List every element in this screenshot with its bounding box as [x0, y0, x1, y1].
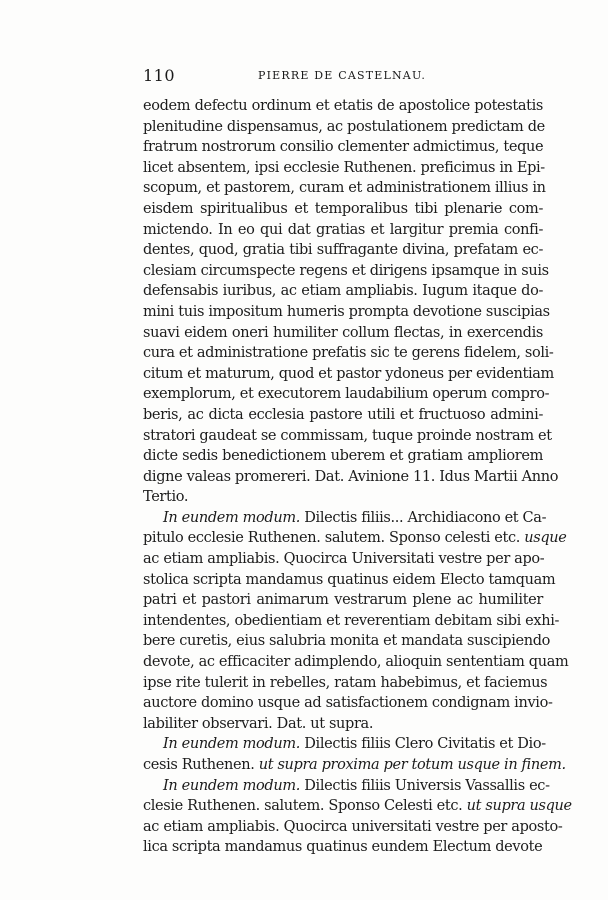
text-line: [143, 693, 553, 714]
text-line: [143, 137, 543, 158]
text-line: [143, 673, 548, 694]
text-line: [143, 302, 550, 323]
text-segment: dicte sedis benedictionem uberem et gratiam ampliorem: [143, 448, 543, 465]
text-segment: ipse rite tulerit in rebelles, ratam habebimus, et faciemus: [143, 674, 548, 691]
text-line: [143, 590, 543, 611]
text-line: [143, 405, 543, 426]
text-line: [143, 714, 543, 735]
text-line: [143, 817, 563, 838]
text-segment: patri et pastori animarum vestrarum plene ac humiliter: [143, 592, 543, 609]
text-line: [143, 220, 543, 241]
text-segment: citum et maturum, quod et pastor ydoneus per evidentiam: [143, 365, 554, 382]
paragraph: [143, 776, 572, 858]
page-header: [143, 66, 543, 86]
italic-segment: usque: [524, 530, 567, 547]
text-line: [143, 755, 566, 776]
text-segment: labiliter observari. Dat. ut supra.: [143, 715, 374, 732]
text-segment: scopum, et pastorem, curam et administrationem illius in: [143, 180, 546, 197]
text-line: [143, 117, 543, 138]
text-line: [143, 837, 543, 858]
text-line: [143, 549, 543, 570]
text-segment: eodem defectu ordinum et etatis de apostolice potestatis: [143, 98, 543, 114]
text-segment: cesis Ruthenen.: [143, 757, 259, 773]
text-line: [143, 776, 550, 797]
text-segment: Dilectis filiis Universis Vassallis ec-: [300, 777, 550, 794]
body-text: [143, 96, 572, 858]
text-line: [143, 323, 543, 344]
text-segment: digne valeas promereri. Dat. Avinione 11. Idus Martii Anno: [143, 468, 559, 485]
text-line: [143, 384, 550, 405]
text-line: [143, 528, 567, 549]
text-line: [143, 158, 543, 179]
text-segment: plenitudine dispensamus, ac postulationem predictam de: [143, 118, 545, 135]
italic-segment: In eundem modum.: [163, 777, 301, 794]
text-segment: exemplorum, et executorem laudabilium operum compro-: [143, 386, 550, 403]
text-line: [143, 611, 560, 632]
text-line: [143, 446, 543, 467]
text-segment: fratrum nostrorum consilio clementer admictimus, teque: [143, 139, 544, 156]
text-segment: Dilectis filiis... Archidiacono et Ca-: [300, 509, 547, 526]
text-line: [143, 199, 543, 220]
text-segment: auctore domino usque ad satisfactionem condignam invio-: [143, 695, 553, 712]
text-segment: beris, ac dicta ecclesia pastore utili et fructuoso admini-: [143, 406, 543, 423]
text-segment: cura et administratione prefatis sic te gerens fidelem, soli-: [143, 345, 554, 362]
text-line: [143, 570, 556, 591]
text-line: [143, 467, 559, 488]
text-segment: ac etiam ampliabis. Quocirca universitati vestre per aposto-: [143, 818, 563, 835]
text-segment: pitulo ecclesie Ruthenen. salutem. Sponso celesti etc.: [143, 530, 525, 547]
italic-segment: In eundem modum.: [163, 736, 301, 753]
text-line: [143, 281, 543, 302]
text-segment: bere curetis, eius salubria monita et mandata suscipiendo: [143, 633, 551, 650]
running-head: PIERRE DE CASTELNAU.: [258, 69, 427, 82]
text-segment: eisdem spiritualibus et temporalibus tibi plenarie com-: [143, 200, 543, 217]
text-segment: stratori gaudeat se commissam, tuque proinde nostram et: [143, 427, 552, 444]
text-segment: clesie Ruthenen. salutem. Sponso Celesti etc.: [143, 798, 467, 815]
text-line: [143, 240, 543, 261]
text-line: [143, 178, 546, 199]
text-line: [143, 426, 552, 447]
text-line: [143, 364, 554, 385]
text-segment: mictendo. In eo qui dat gratias et largitur premia confi-: [143, 221, 543, 238]
text-line: [143, 796, 572, 817]
text-segment: ac etiam ampliabis. Quocirca Universitati vestre per apo-: [143, 551, 545, 568]
italic-segment: ut supra proxima per totum usque in finem.: [258, 757, 566, 773]
text-segment: dentes, quod, gratia tibi suffragante divina, prefatam ec-: [143, 242, 543, 259]
text-line: [143, 487, 543, 508]
text-line: [143, 261, 549, 282]
text-segment: licet absentem, ipsi ecclesie Ruthenen. preficimus in Epi-: [143, 159, 545, 176]
text-segment: Tertio.: [143, 489, 189, 506]
italic-segment: ut supra usque: [466, 798, 572, 815]
paragraph: [143, 508, 569, 735]
text-segment: Dilectis filiis Clero Civitatis et Dio-: [300, 736, 546, 753]
text-segment: clesiam circumspecte regens et dirigens ipsamque in suis: [143, 262, 549, 279]
text-segment: stolica scripta mandamus quatinus eidem Electo tamquam: [143, 571, 556, 588]
text-line: [143, 508, 547, 529]
text-segment: devote, ac efficaciter adimplendo, alioquin sententiam quam: [143, 654, 569, 671]
text-segment: suavi eidem oneri humiliter collum flectas, in exercendis: [143, 324, 543, 341]
text-segment: defensabis iuribus, ac etiam ampliabis. Iugum itaque do-: [143, 283, 543, 300]
text-line: [143, 734, 546, 755]
text-line: [143, 652, 569, 673]
paragraph: [143, 96, 559, 508]
page-number: 110: [143, 66, 176, 85]
italic-segment: In eundem modum.: [163, 509, 301, 526]
text-line: [143, 96, 543, 117]
text-line: [143, 631, 551, 652]
text-segment: intendentes, obedientiam et reverentiam debitam sibi exhi-: [143, 612, 560, 629]
text-segment: lica scripta mandamus quatinus eundem Electum devote: [143, 839, 543, 856]
paragraph: [143, 734, 566, 775]
text-segment: mini tuis impositum humeris prompta devotione suscipias: [143, 303, 550, 320]
text-line: [143, 343, 554, 364]
